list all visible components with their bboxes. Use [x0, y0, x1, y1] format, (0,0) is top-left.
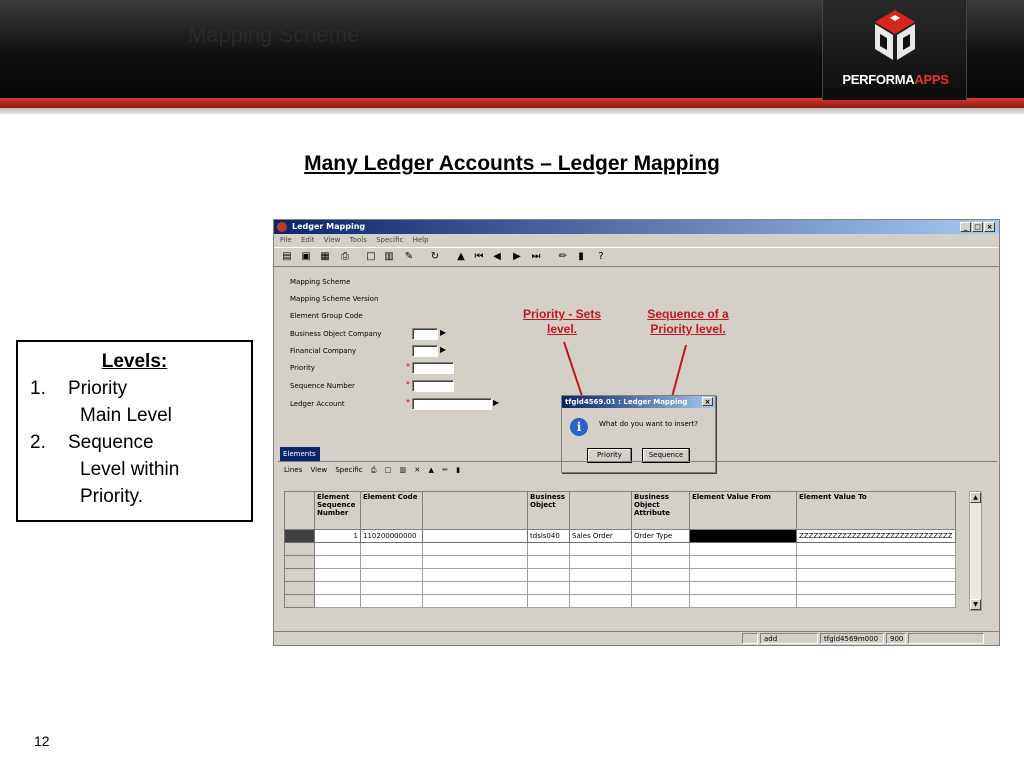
priority-button[interactable]: Priority [587, 448, 632, 463]
dialog-close-button[interactable]: × [702, 397, 713, 406]
cell-seq[interactable]: 1 [315, 530, 361, 543]
sequence-button[interactable]: Sequence [642, 448, 690, 463]
info-icon: i [570, 418, 588, 436]
new-line-icon[interactable]: □ [384, 466, 392, 474]
scroll-up-icon[interactable]: ▲ [970, 492, 981, 503]
menu-view[interactable]: View [323, 236, 341, 244]
print-icon[interactable]: ⎙ [370, 466, 377, 474]
save-icon[interactable]: ▣ [301, 251, 311, 262]
table-row[interactable] [285, 530, 956, 543]
close-button[interactable]: × [984, 222, 995, 232]
table-row[interactable] [285, 595, 956, 608]
ledger-mapping-window [273, 219, 1000, 646]
col-business-object-attribute[interactable]: Business Object Attribute [632, 492, 690, 530]
required-marker: * [406, 362, 410, 371]
menu-specific[interactable]: Specific [376, 236, 404, 244]
annotation-priority: Priority - Sets level. [522, 307, 602, 336]
previous-record-icon[interactable]: ◀ [493, 251, 501, 262]
required-marker: * [406, 380, 410, 389]
header-grey-stripe [0, 108, 1024, 114]
zoom-arrow-icon[interactable]: ▶ [440, 328, 447, 337]
label-financial-company: Financial Company [290, 347, 357, 355]
levels-box [16, 340, 253, 522]
tab-divider [278, 461, 997, 462]
level-item-2-desc-1: Level within [80, 459, 180, 480]
row-header-corner [285, 492, 315, 530]
attach-icon[interactable]: ✏ [442, 466, 448, 474]
level-item-1-desc: Main Level [80, 405, 172, 426]
menu-lines-view[interactable]: View [310, 466, 328, 474]
label-ledger-account: Ledger Account [290, 400, 345, 408]
menu-tools[interactable]: Tools [349, 236, 367, 244]
level-item-1: 1. Priority [30, 378, 128, 399]
menu-file[interactable]: File [280, 236, 292, 244]
cell-attribute[interactable]: Order Type [632, 530, 690, 543]
cell-element-code[interactable]: 110200000000 [361, 530, 423, 543]
required-marker: * [406, 398, 410, 407]
level-item-2-desc-2: Priority. [80, 486, 143, 507]
save-close-icon[interactable]: ▤ [282, 251, 292, 262]
menu-help[interactable]: Help [412, 236, 429, 244]
cell-business-object-desc: Sales Order [570, 530, 632, 543]
edit-icon[interactable]: ✎ [404, 251, 414, 262]
print-icon[interactable]: ⎙ [341, 251, 349, 262]
menu-lines[interactable]: Lines [284, 466, 303, 474]
dialog-title: tfgld4569.01 : Ledger Mapping [565, 398, 688, 406]
table-row[interactable] [285, 582, 956, 595]
next-record-icon[interactable]: ▶ [513, 251, 521, 262]
new-icon[interactable]: □ [366, 251, 376, 262]
tab-elements[interactable]: Elements [280, 447, 320, 461]
copy-icon[interactable]: ▥ [384, 251, 394, 262]
help-icon[interactable]: ? [598, 251, 604, 262]
col-business-object-desc[interactable] [570, 492, 632, 530]
cell-business-object[interactable]: tdsls040 [528, 530, 570, 543]
cell-value-to[interactable]: ZZZZZZZZZZZZZZZZZZZZZZZZZZZZZZZZ [797, 530, 956, 543]
cell-value-from[interactable] [690, 530, 797, 543]
delete-icon[interactable]: ✕ [414, 466, 421, 474]
zoom-arrow-icon[interactable]: ▶ [440, 345, 447, 354]
first-record-icon[interactable]: ⏮ [474, 251, 484, 262]
status-extra [908, 633, 984, 644]
grid-header-row [285, 492, 956, 530]
zoom-arrow-icon[interactable]: ▶ [493, 398, 500, 407]
menu-edit[interactable]: Edit [300, 236, 315, 244]
find-icon[interactable]: ▲ [428, 466, 434, 474]
label-mapping-scheme-version: Mapping Scheme Version [290, 295, 379, 303]
status-mode: add [760, 633, 818, 644]
page-number: 12 [34, 733, 50, 749]
col-element-value-from[interactable]: Element Value From [690, 492, 797, 530]
col-element-code[interactable]: Element Code [361, 492, 423, 530]
grid-scrollbar[interactable] [969, 491, 982, 611]
status-indicator [742, 633, 758, 644]
col-element-sequence-number[interactable]: Element Sequence Number [315, 492, 361, 530]
table-row[interactable] [285, 556, 956, 569]
minimize-button[interactable]: _ [960, 222, 971, 232]
cube-logo-icon [823, 0, 968, 70]
row-selector[interactable] [285, 530, 315, 543]
label-element-group-code: Element Group Code [290, 312, 363, 320]
label-priority: Priority [290, 364, 315, 372]
find-icon[interactable]: ▲ [457, 251, 465, 262]
dialog-message: What do you want to insert? [599, 420, 699, 428]
dialog-titlebar [562, 396, 715, 408]
elements-grid [284, 491, 956, 608]
status-session: tfgld4569m000 [820, 633, 884, 644]
attach-icon[interactable]: ✏ [558, 251, 568, 262]
brand-logo [822, 0, 967, 100]
menu-lines-specific[interactable]: Specific [335, 466, 363, 474]
status-company: 900 [886, 633, 906, 644]
header-title: Mapping Scheme [188, 22, 360, 47]
col-element-value-to[interactable]: Element Value To [797, 492, 956, 530]
table-row[interactable] [285, 569, 956, 582]
cell-element-code-desc[interactable] [423, 530, 528, 543]
col-business-object[interactable]: Business Object [528, 492, 570, 530]
refresh-icon[interactable]: ↻ [430, 251, 440, 262]
text-icon[interactable]: ▮ [578, 251, 584, 262]
window-title: Ledger Mapping [292, 222, 366, 231]
slide-title: Many Ledger Accounts – Ledger Mapping [304, 152, 720, 175]
brand-name: PERFORMAAPPS [842, 72, 949, 87]
label-mapping-scheme: Mapping Scheme [290, 278, 351, 286]
col-element-code-desc[interactable] [423, 492, 528, 530]
maximize-button[interactable]: □ [972, 222, 983, 232]
lines-toolbar [284, 466, 466, 475]
levels-heading: Levels: [101, 351, 168, 372]
scroll-down-icon[interactable]: ▼ [970, 599, 981, 610]
level-item-2: 2. Sequence [30, 432, 154, 453]
annotation-sequence: Sequence of a Priority level. [647, 307, 729, 336]
print-setup-icon[interactable]: ▦ [320, 251, 330, 262]
text-icon[interactable]: ▮ [456, 466, 461, 474]
copy-line-icon[interactable]: ▥ [399, 466, 407, 474]
table-row[interactable] [285, 543, 956, 556]
status-bar [274, 631, 999, 645]
label-sequence-number: Sequence Number [290, 382, 355, 390]
label-business-object-company: Business Object Company [290, 330, 382, 338]
last-record-icon[interactable]: ⏭ [531, 251, 541, 262]
